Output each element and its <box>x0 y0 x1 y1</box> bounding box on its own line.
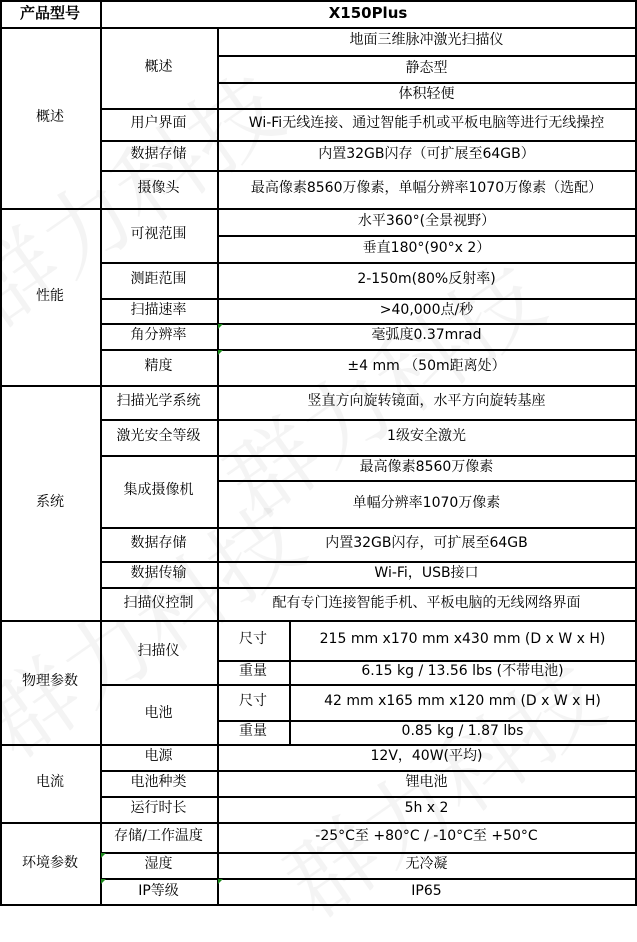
overview-summary-value: 静态型 <box>405 59 448 76</box>
grid-line <box>100 455 637 457</box>
grid-line <box>0 385 637 387</box>
power-runtime-value: 5h x 2 <box>404 800 449 817</box>
system-transfer-value: Wi-Fi，USB接口 <box>374 565 479 582</box>
grid-line <box>0 620 637 622</box>
overview-summary-label: 概述 <box>144 58 173 75</box>
grid-line <box>100 349 637 351</box>
section-title-power: 电流 <box>36 774 64 791</box>
performance-range-label: 测距范围 <box>130 271 187 288</box>
grid-line <box>0 208 637 210</box>
grid-line <box>100 878 637 880</box>
performance-fov-vertical: 垂直180°(90°x 2） <box>362 239 491 256</box>
power-supply-value: 12V，40W(平均) <box>370 748 483 765</box>
grid-line <box>100 561 637 563</box>
performance-speed-label: 扫描速率 <box>130 301 187 318</box>
overview-ui-label: 用户界面 <box>130 115 187 132</box>
grid-line <box>0 0 2 906</box>
grid-line <box>100 170 637 172</box>
environment-temp-label: 存储/工作温度 <box>114 828 203 845</box>
physical-scanner-size-label: 尺寸 <box>239 631 267 648</box>
environment-temp-value: -25°C至 +80°C / -10°C至 +50°C <box>315 828 538 845</box>
grid-line <box>100 684 637 686</box>
grid-line <box>217 55 637 57</box>
grid-line <box>217 235 637 237</box>
power-supply-label: 电源 <box>144 748 173 765</box>
environment-ip-value: IP65 <box>411 882 442 899</box>
comment-marker-icon[interactable] <box>218 350 223 355</box>
environment-humidity-value: 无冷凝 <box>405 856 448 873</box>
comment-marker-icon[interactable] <box>218 324 223 329</box>
grid-line <box>100 323 637 325</box>
section-title-performance: 性能 <box>36 287 64 304</box>
performance-fov-label: 可视范围 <box>130 226 187 243</box>
grid-line <box>0 27 637 29</box>
system-optics-value: 竖直方向旋转镜面，水平方向旋转基座 <box>307 393 546 410</box>
physical-scanner-size-value: 215 mm x170 mm x430 mm (D x W x H) <box>319 631 606 648</box>
grid-line <box>100 527 637 529</box>
system-camera-label: 集成摄像机 <box>123 482 194 499</box>
physical-battery-weight-value: 0.85 kg / 1.87 lbs <box>401 723 524 740</box>
power-battery-type-value: 锂电池 <box>405 774 448 791</box>
grid-line <box>217 82 637 84</box>
model-name: X150Plus <box>328 4 408 23</box>
performance-range-value: 2-150m(80%反射率) <box>357 271 496 288</box>
physical-battery-size-label: 尺寸 <box>239 693 267 710</box>
grid-line <box>100 796 637 798</box>
physical-battery-label: 电池 <box>144 705 173 722</box>
grid-line <box>0 0 637 2</box>
performance-fov-horizontal: 水平360°(全景视野） <box>357 212 496 229</box>
section-title-system: 系统 <box>36 493 64 510</box>
system-control-value: 配有专门连接智能手机、平板电脑的无线网络界面 <box>272 594 581 611</box>
grid-line <box>217 27 219 906</box>
physical-scanner-label: 扫描仪 <box>137 643 180 660</box>
physical-battery-size-value: 42 mm x165 mm x120 mm (D x W x H) <box>324 693 601 710</box>
grid-line <box>100 852 637 854</box>
grid-line <box>100 140 637 142</box>
grid-line <box>0 744 637 746</box>
grid-line <box>100 108 637 110</box>
system-camera-value: 最高像素8560万像素 <box>359 458 494 475</box>
physical-scanner-weight-value: 6.15 kg / 13.56 lbs (不带电池) <box>361 663 564 680</box>
grid-line <box>100 298 637 300</box>
environment-ip-label: IP等级 <box>138 882 179 899</box>
grid-line <box>0 822 637 824</box>
model-header-label: 产品型号 <box>19 4 80 23</box>
overview-summary-value: 地面三维脉冲激光扫描仪 <box>349 32 504 49</box>
system-laser-label: 激光安全等级 <box>116 428 201 445</box>
grid-line <box>217 480 637 482</box>
performance-angular-label: 角分辨率 <box>130 327 187 344</box>
section-title-overview: 概述 <box>36 108 64 125</box>
system-storage-label: 数据存储 <box>130 535 187 552</box>
overview-storage-label: 数据存储 <box>130 146 187 163</box>
overview-ui-value: Wi-Fi无线连接、通过智能手机或平板电脑等进行无线操控 <box>248 115 605 132</box>
system-transfer-label: 数据传输 <box>130 565 187 582</box>
comment-marker-icon[interactable] <box>101 853 106 858</box>
environment-humidity-label: 湿度 <box>144 856 173 873</box>
system-storage-value: 内置32GB闪存，可扩展至64GB <box>325 535 528 552</box>
power-battery-type-label: 电池种类 <box>130 774 187 791</box>
overview-storage-value: 内置32GB闪存（可扩展至64GB） <box>318 146 535 163</box>
performance-speed-value: >40,000点/秒 <box>379 301 474 318</box>
grid-line <box>100 262 637 264</box>
section-title-physical: 物理参数 <box>22 673 78 690</box>
power-runtime-label: 运行时长 <box>130 800 187 817</box>
grid-line <box>289 620 291 744</box>
system-optics-label: 扫描光学系统 <box>116 393 201 410</box>
grid-line <box>217 660 637 662</box>
grid-line <box>100 419 637 421</box>
grid-line <box>0 904 637 906</box>
comment-marker-icon[interactable] <box>101 879 106 884</box>
system-control-label: 扫描仪控制 <box>123 594 194 611</box>
performance-accuracy-label: 精度 <box>144 358 173 375</box>
overview-camera-label: 摄像头 <box>137 180 180 197</box>
system-camera-value: 单幅分辨率1070万像素 <box>352 494 501 511</box>
grid-line <box>100 587 637 589</box>
physical-scanner-weight-label: 重量 <box>239 663 267 680</box>
performance-angular-value: 毫弧度0.37mrad <box>371 327 482 344</box>
physical-battery-weight-label: 重量 <box>239 723 267 740</box>
performance-accuracy-value: ±4 mm （50m距离处） <box>347 358 506 375</box>
section-title-environment: 环境参数 <box>22 854 78 871</box>
overview-camera-value: 最高像素8560万像素，单幅分辨率1070万像素（选配） <box>250 180 603 197</box>
grid-line <box>100 770 637 772</box>
grid-line <box>217 720 637 722</box>
overview-summary-value: 体积轻便 <box>398 86 455 103</box>
comment-marker-icon[interactable] <box>218 879 223 884</box>
system-laser-value: 1级安全激光 <box>387 428 466 445</box>
